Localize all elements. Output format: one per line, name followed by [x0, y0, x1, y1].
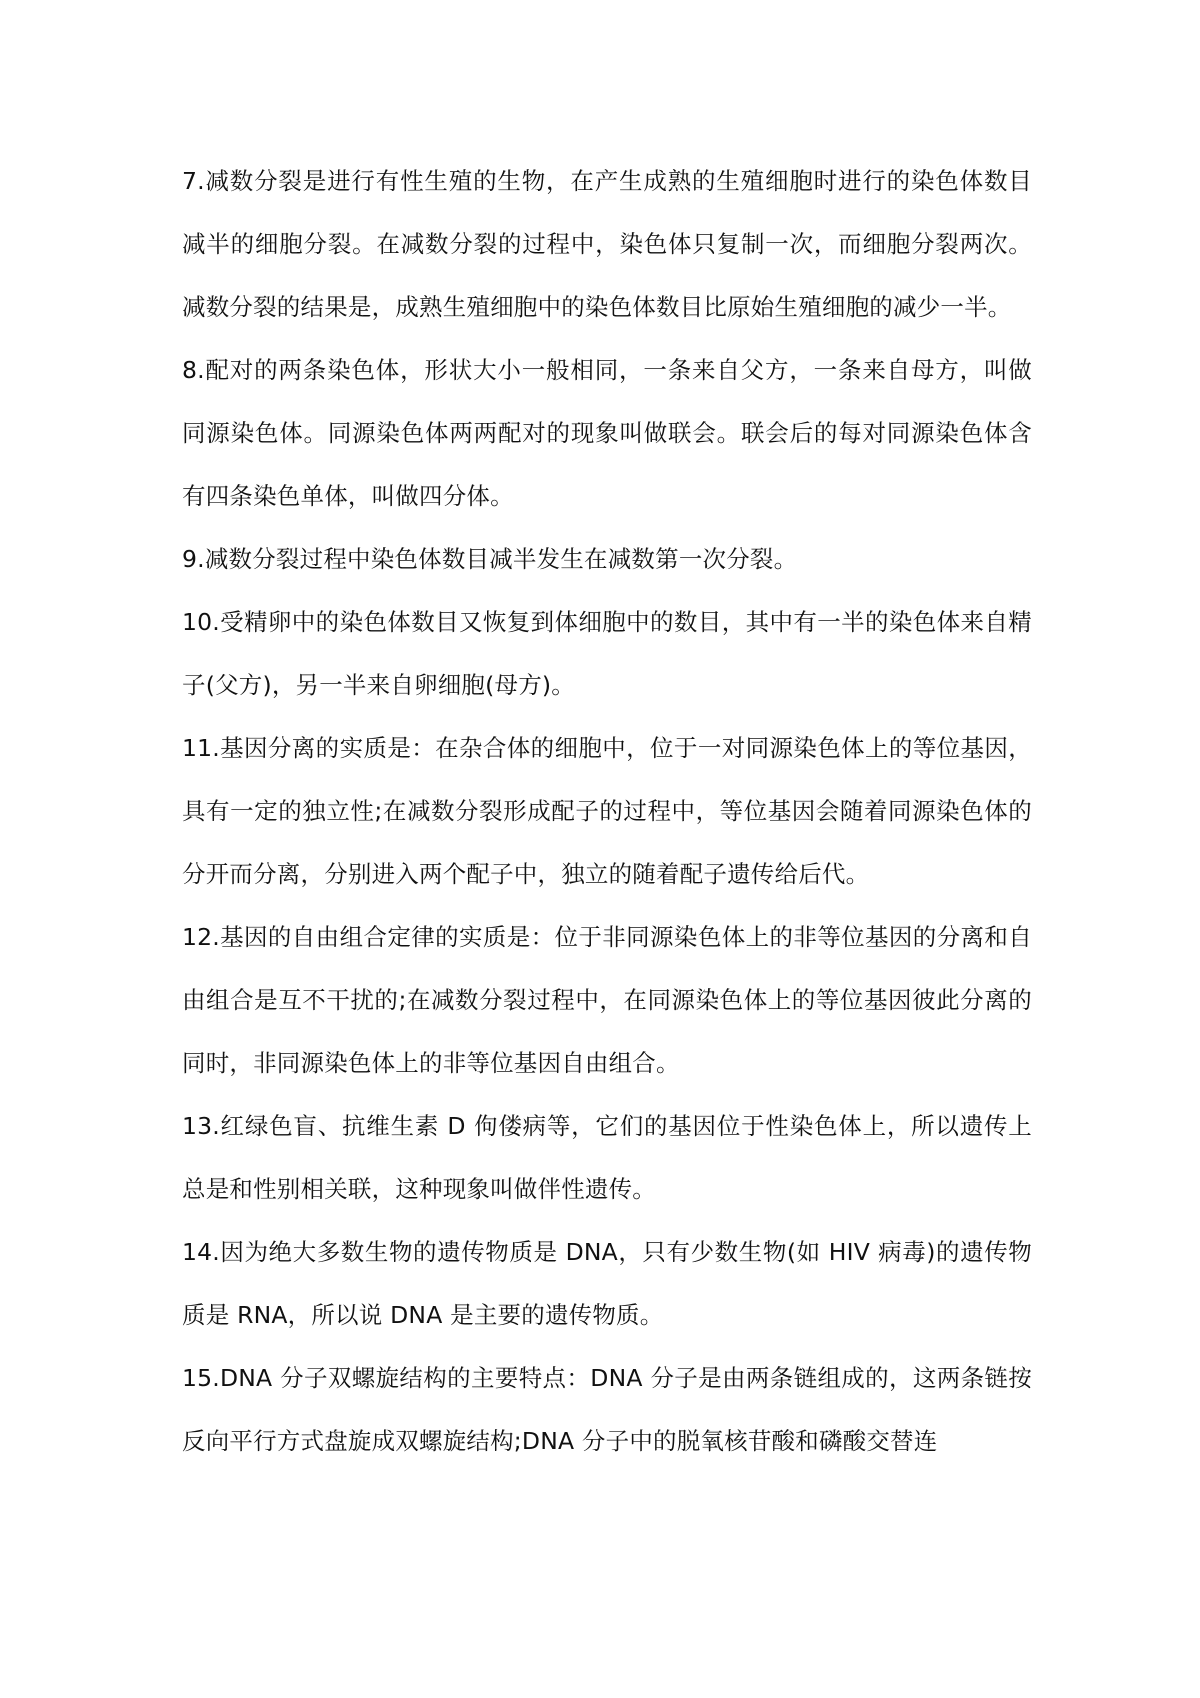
- paragraph-7: 7.减数分裂是进行有性生殖的生物，在产生成熟的生殖细胞时进行的染色体数目减半的细胞分裂。在减数分裂的过程中，染色体只复制一次，而细胞分裂两次。减数分裂的结果是，成熟生殖细胞中的染色体数目比原始生殖细胞的减少一半。: [182, 167, 1032, 321]
- paragraph-8: 8.配对的两条染色体，形状大小一般相同，一条来自父方，一条来自母方，叫做同源染色体。同源染色体两两配对的现象叫做联会。联会后的每对同源染色体含有四条染色单体，叫做四分体。: [182, 356, 1032, 510]
- paragraph-11: 11.基因分离的实质是：在杂合体的细胞中，位于一对同源染色体上的等位基因，具有一定的独立性;在减数分裂形成配子的过程中，等位基因会随着同源染色体的分开而分离，分别进入两个配子中，独立的随着配子遗传给后代。: [182, 734, 1032, 888]
- paragraph-12: 12.基因的自由组合定律的实质是：位于非同源染色体上的非等位基因的分离和自由组合是互不干扰的;在减数分裂过程中，在同源染色体上的等位基因彼此分离的同时，非同源染色体上的非等位基因自由组合。: [182, 923, 1032, 1077]
- paragraph-9: 9.减数分裂过程中染色体数目减半发生在减数第一次分裂。: [182, 545, 798, 573]
- paragraph-13: 13.红绿色盲、抗维生素 D 佝偻病等，它们的基因位于性染色体上，所以遗传上总是和性别相关联，这种现象叫做伴性遗传。: [182, 1112, 1032, 1203]
- document-body: [182, 150, 1032, 1473]
- paragraph-14: 14.因为绝大多数生物的遗传物质是 DNA，只有少数生物(如 HIV 病毒)的遗传物质是 RNA，所以说 DNA 是主要的遗传物质。: [182, 1238, 1032, 1329]
- paragraph-10: 10.受精卵中的染色体数目又恢复到体细胞中的数目，其中有一半的染色体来自精子(父方)，另一半来自卵细胞(母方)。: [182, 608, 1032, 699]
- paragraph-15: 15.DNA 分子双螺旋结构的主要特点：DNA 分子是由两条链组成的，这两条链按反向平行方式盘旋成双螺旋结构;DNA 分子中的脱氧核苷酸和磷酸交替连: [182, 1364, 1032, 1455]
